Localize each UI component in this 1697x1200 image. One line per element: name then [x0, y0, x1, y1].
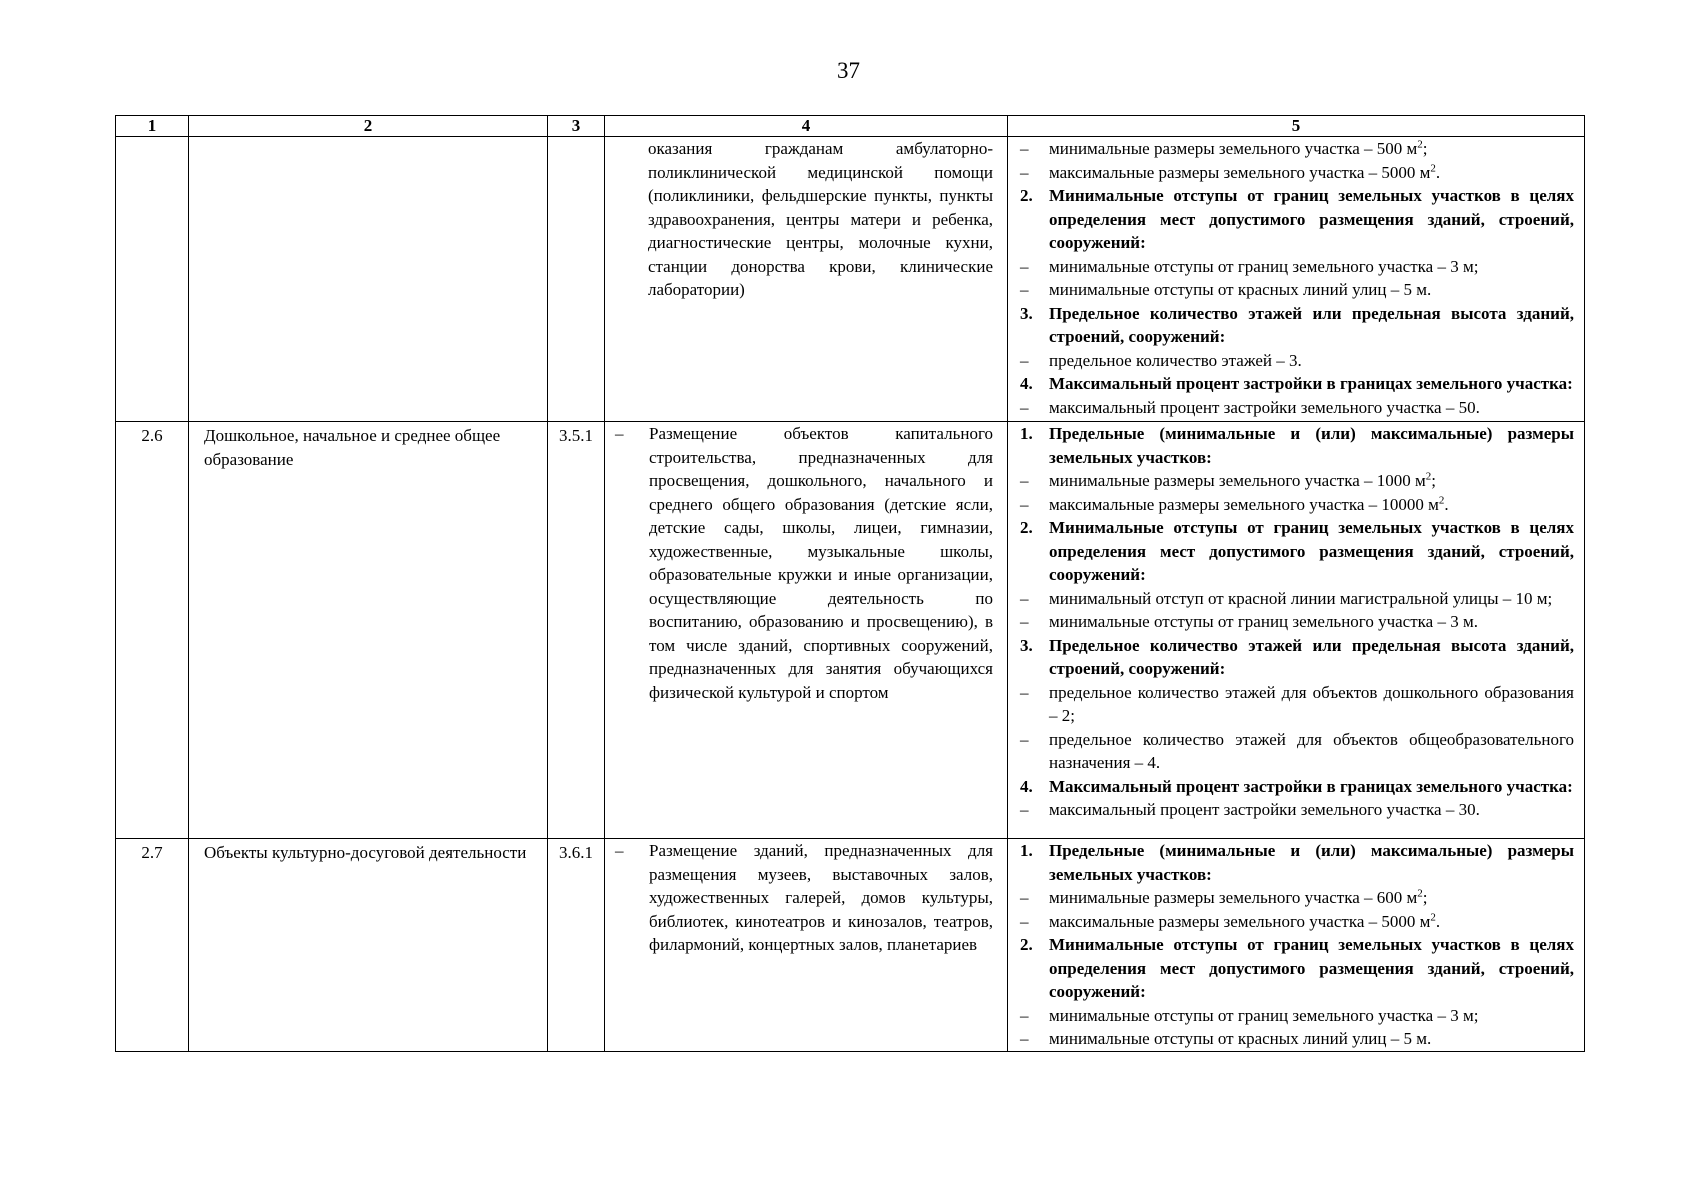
use-description-cell	[605, 839, 1008, 1052]
parameter-text-main: предельное количество этажей – 3.	[1049, 350, 1302, 370]
heading-number: 2.	[1020, 935, 1033, 954]
header-col-5: 5	[1008, 116, 1585, 137]
parameter-text-main: Предельное количество этажей или предельная высота зданий, строений, сооружений:	[1049, 635, 1574, 678]
parameter-text	[1049, 469, 1574, 493]
use-type-name: Объекты культурно-досуговой деятельности	[189, 839, 548, 1052]
parameter-text-main: минимальные отступы от границ земельного участка – 3 м;	[1049, 1005, 1479, 1025]
superscript: 2	[1417, 138, 1423, 151]
parameter-heading	[1020, 933, 1574, 1004]
parameter-heading	[1020, 422, 1574, 469]
parameter-item	[1020, 910, 1574, 934]
header-col-2: 2	[189, 116, 548, 137]
parameter-text	[1049, 798, 1574, 822]
parameter-heading	[1020, 184, 1574, 255]
parameter-text	[1049, 775, 1574, 799]
bullet-dash: –	[1020, 471, 1029, 490]
bullet-dash: –	[1020, 280, 1029, 299]
description-dash	[615, 137, 648, 302]
parameter-item	[1020, 610, 1574, 634]
parameter-text	[1049, 255, 1574, 279]
parameter-text-main: минимальные отступы от красных линий улиц – 5 м.	[1049, 280, 1432, 299]
parameter-suffix: ;	[1422, 139, 1428, 158]
parameter-heading	[1020, 839, 1574, 886]
parameter-text-main: минимальные размеры земельного участка – 600 м	[1049, 888, 1418, 907]
parameter-item	[1020, 349, 1574, 373]
parameter-text-main: максимальные размеры земельного участка – 5000 м	[1049, 162, 1431, 182]
parameter-heading	[1020, 634, 1574, 681]
superscript: 2	[1417, 887, 1423, 900]
superscript: 2	[1430, 910, 1436, 923]
row-number: 2.7	[116, 839, 189, 1052]
bullet-dash: –	[1020, 256, 1029, 276]
bullet-dash: –	[1020, 682, 1029, 702]
parameter-text	[1049, 372, 1574, 396]
parameter-text	[1049, 184, 1574, 255]
bullet-dash: –	[1020, 612, 1029, 631]
bullet-dash: –	[1020, 1029, 1029, 1048]
parameter-suffix: .	[1435, 911, 1441, 931]
parameters-cell	[1008, 422, 1585, 839]
parameter-text-main: Максимальный процент застройки в границах земельного участка:	[1049, 776, 1573, 796]
parameter-item	[1020, 798, 1574, 822]
parameter-text-main: Минимальные отступы от границ земельных участков в целях определения мест допустимого размещения зданий, строений, сооружений:	[1049, 186, 1574, 252]
parameter-text-main: минимальные отступы от красных линий улиц – 5 м.	[1049, 1029, 1432, 1048]
parameter-text	[1049, 516, 1574, 587]
parameter-text	[1049, 396, 1574, 420]
row-number	[116, 137, 189, 422]
heading-number: 1.	[1020, 424, 1033, 443]
parameter-text	[1049, 839, 1574, 886]
parameter-text	[1049, 681, 1574, 728]
parameters-cell	[1008, 137, 1585, 422]
parameter-suffix: ;	[1431, 471, 1436, 490]
heading-number: 3.	[1020, 635, 1033, 655]
bullet-dash: –	[1020, 588, 1029, 608]
use-description-cell	[605, 422, 1008, 839]
bullet-dash: –	[1020, 888, 1029, 907]
parameter-heading	[1020, 372, 1574, 396]
parameter-text	[1049, 1004, 1574, 1028]
parameter-heading	[1020, 302, 1574, 349]
table-row	[116, 137, 1585, 422]
parameter-text	[1049, 137, 1574, 161]
parameter-suffix: .	[1444, 494, 1449, 514]
parameter-text-main: Предельные (минимальные и (или) максимальные) размеры земельных участков:	[1049, 841, 1574, 884]
parameter-suffix: ;	[1422, 888, 1428, 907]
parameter-text	[1049, 634, 1574, 681]
bullet-dash: –	[1020, 350, 1029, 370]
heading-number: 4.	[1020, 374, 1033, 393]
parameter-text	[1049, 886, 1574, 910]
superscript: 2	[1438, 493, 1445, 506]
parameter-text	[1049, 610, 1574, 634]
use-type-code: 3.5.1	[548, 422, 605, 839]
bullet-dash: –	[1020, 729, 1029, 749]
bullet-dash: –	[1020, 911, 1029, 931]
parameter-text-main: минимальные отступы от границ земельного участка – 3 м.	[1049, 612, 1478, 631]
parameter-item	[1020, 681, 1574, 728]
header-col-4: 4	[605, 116, 1008, 137]
parameter-text-main: Минимальные отступы от границ земельных участков в целях определения мест допустимого размещения зданий, строений, сооружений:	[1049, 935, 1574, 1001]
parameter-text	[1049, 587, 1574, 611]
heading-number: 3.	[1020, 303, 1033, 323]
parameter-text-main: максимальные размеры земельного участка – 5000 м	[1049, 911, 1431, 931]
use-description: Размещение объектов капитального строительства, предназначенных для просвещения, дошкольного, начального и среднего общего образования (детские ясли, детские сады, школы, лицеи, гимназии, художественные, музыкальные школы, образовательные кружки и иные организации, осуществляющие деятельность по воспитанию, образованию и просвещению), в том числе зданий, спортивных сооружений, предназначенных для занятия обучающихся физической культурой и спортом	[649, 424, 993, 702]
parameter-text-main: минимальные размеры земельного участка – 1000 м	[1049, 471, 1426, 490]
parameter-item	[1020, 493, 1574, 517]
header-row	[116, 116, 1585, 137]
heading-number: 4.	[1020, 776, 1033, 796]
parameter-item	[1020, 278, 1574, 302]
use-description-cell	[605, 137, 1008, 422]
parameter-text-main: максимальный процент застройки земельного участка – 50.	[1049, 397, 1480, 417]
parameter-text	[1049, 302, 1574, 349]
parameter-item	[1020, 886, 1574, 910]
parameter-text-main: максимальный процент застройки земельного участка – 30.	[1049, 800, 1480, 819]
bullet-dash: –	[1020, 139, 1029, 158]
table-row	[116, 839, 1585, 1052]
use-type-code	[548, 137, 605, 422]
parameter-item	[1020, 161, 1574, 185]
parameter-item	[1020, 469, 1574, 493]
parameter-text-main: Предельные (минимальные и (или) максимальные) размеры земельных участков:	[1049, 424, 1574, 467]
description-dash: –	[615, 841, 624, 860]
use-description: оказания гражданам амбулаторно-поликлинической медицинской помощи (поликлиники, фельдшерские пункты, пункты здравоохранения, центры матери и ребенка, диагностические центры, молочные кухни, станции донорства крови, клинические лаборатории)	[648, 139, 993, 299]
parameter-text	[1049, 933, 1574, 1004]
parameter-text-main: предельное количество этажей для объектов дошкольного образования – 2;	[1049, 682, 1574, 725]
parameter-text	[1049, 1027, 1574, 1051]
parameter-text-main: минимальные отступы от границ земельного участка – 3 м;	[1049, 256, 1479, 276]
parameter-text-main: минимальные размеры земельного участка – 500 м	[1049, 139, 1418, 158]
parameter-heading	[1020, 775, 1574, 799]
parameter-item	[1020, 728, 1574, 775]
parameter-text	[1049, 422, 1574, 469]
parameter-item	[1020, 1027, 1574, 1051]
use-type-code: 3.6.1	[548, 839, 605, 1052]
parameter-text	[1049, 493, 1574, 517]
header-col-1: 1	[116, 116, 189, 137]
bullet-dash: –	[1020, 494, 1029, 514]
bullet-dash: –	[1020, 162, 1029, 182]
parameter-item	[1020, 396, 1574, 420]
parameter-text-main: Предельное количество этажей или предельная высота зданий, строений, сооружений:	[1049, 303, 1574, 346]
parameter-item	[1020, 255, 1574, 279]
superscript: 2	[1425, 470, 1432, 483]
parameter-item	[1020, 1004, 1574, 1028]
parameter-text	[1049, 728, 1574, 775]
bullet-dash: –	[1020, 397, 1029, 417]
bullet-dash: –	[1020, 1005, 1029, 1025]
parameter-heading	[1020, 516, 1574, 587]
parameter-text	[1049, 349, 1574, 373]
parameter-text-main: минимальный отступ от красной линии магистральной улицы – 10 м;	[1049, 588, 1553, 608]
parameter-text	[1049, 161, 1574, 185]
parameter-text	[1049, 910, 1574, 934]
parameter-text	[1049, 278, 1574, 302]
superscript: 2	[1430, 161, 1436, 174]
parameter-text-main: Максимальный процент застройки в границах земельного участка:	[1049, 374, 1573, 393]
regulations-table	[115, 115, 1585, 1052]
heading-number: 1.	[1020, 841, 1033, 860]
use-type-name: Дошкольное, начальное и среднее общее образование	[189, 422, 548, 839]
heading-number: 2.	[1020, 186, 1033, 205]
use-type-name	[189, 137, 548, 422]
heading-number: 2.	[1020, 518, 1033, 537]
table-row	[116, 422, 1585, 839]
parameter-item	[1020, 137, 1574, 161]
bullet-dash: –	[1020, 800, 1029, 819]
parameters-cell	[1008, 839, 1585, 1052]
parameter-text-main: предельное количество этажей для объектов общеобразовательного назначения – 4.	[1049, 729, 1574, 772]
parameter-suffix: .	[1435, 162, 1441, 182]
parameter-text-main: максимальные размеры земельного участка – 10000 м	[1049, 494, 1439, 514]
parameter-item	[1020, 587, 1574, 611]
page-number: 37	[837, 58, 860, 83]
row-number: 2.6	[116, 422, 189, 839]
header-col-3: 3	[548, 116, 605, 137]
description-dash: –	[615, 424, 624, 443]
parameter-text-main: Минимальные отступы от границ земельных участков в целях определения мест допустимого размещения зданий, строений, сооружений:	[1049, 518, 1574, 584]
use-description: Размещение зданий, предназначенных для размещения музеев, выставочных залов, художественных галерей, домов культуры, библиотек, кинотеатров и кинозалов, театров, филармоний, концертных залов, планетариев	[649, 841, 993, 954]
